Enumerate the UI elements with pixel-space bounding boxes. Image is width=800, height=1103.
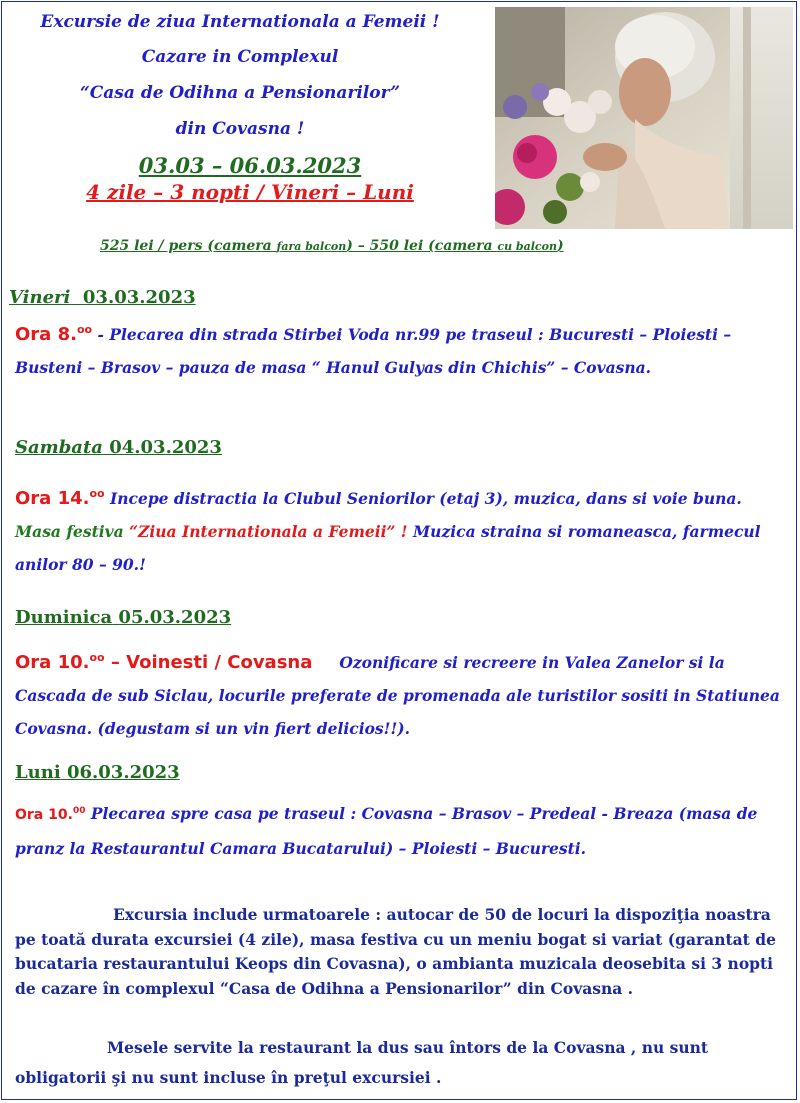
saturday-time: Ora 14.$^{oo}$ <box>15 487 105 509</box>
friday-text: - Plecarea din strada Stirbei Voda nr.99 pe traseul : Bucuresti – Ploiesti – Busteni – Brasov – pauza de masa “ Hanul Gulyas din Chichis” – Covasna. <box>15 325 732 377</box>
header-line-1: Excursie de ziua Internationala a Femeii ! <box>40 12 440 32</box>
saturday-text-4: Muzica straina si romaneasca, farmecul anilor 80 – 90.! <box>15 522 761 574</box>
sunday-time: Ora 10.$^{oo}$ – Voinesti / Covasna <box>15 651 313 673</box>
day-heading-saturday <box>15 437 222 458</box>
day-date-sunday: 05.03.2023 <box>118 607 232 628</box>
monday-program <box>15 795 790 865</box>
day-date-monday: 06.03.2023 <box>66 762 180 783</box>
saturday-program <box>15 477 790 581</box>
day-heading-sunday <box>15 607 231 628</box>
day-name-sunday: Duminica <box>15 607 113 628</box>
price-line <box>100 238 564 254</box>
day-heading-monday <box>15 762 180 783</box>
price-part-2: ) – 550 lei (camera <box>346 238 498 254</box>
price-part-1: 525 lei / pers (camera <box>100 238 277 254</box>
day-name-saturday: Sambata <box>15 437 103 458</box>
day-name-friday: Vineri <box>9 287 71 308</box>
day-name-monday: Luni <box>15 762 61 783</box>
trip-dates: 03.03 – 06.03.2023 <box>138 153 362 178</box>
header-line-4: din Covasna ! <box>175 119 305 139</box>
header-line-3: “Casa de Odihna a Pensionarilor” <box>79 83 400 103</box>
header-line-2: Cazare in Complexul <box>141 47 339 67</box>
price-part-3: ) <box>556 238 564 254</box>
day-heading-friday <box>9 287 196 308</box>
info-paragraph-includes: Excursia include urmatoarele : autocar de 50 de locuri la dispoziţia noastra pe toată durata excursiei (4 zile), masa festiva cu un meniu bogat si variat (garantat de bucataria restaurantului Keops din Covasna), o ambianta muzicala deosebita si 3 nopti de cazare în complexul “Casa de Odihna a Pensionarilor” din Covasna . <box>15 905 776 998</box>
sunday-program <box>15 641 790 745</box>
trip-duration: 4 zile – 3 nopti / Vineri – Luni <box>86 180 414 204</box>
photo-woman-with-flowers <box>495 7 793 229</box>
monday-time: Ora 10.00 <box>15 806 86 823</box>
monday-text: Plecarea spre casa pe traseul : Covasna – Brasov – Predeal - Breaza (masa de pranz la Restaurantul Camara Bucatarului) – Ploiesti – Bucuresti. <box>15 804 758 858</box>
price-with-balcony: cu balcon <box>497 240 557 253</box>
friday-time: Ora 8.$^{oo}$ <box>15 323 93 345</box>
info-paragraph-meals: Mesele servite la restaurant la dus sau întors de la Covasna , nu sunt obligatorii şi nu sunt incluse în preţul excursiei . <box>15 1038 709 1087</box>
friday-program <box>15 313 790 384</box>
day-date-saturday: 04.03.2023 <box>109 437 222 458</box>
saturday-festive-title: “Ziua Internationala a Femeii” ! <box>129 522 408 541</box>
photo-woman-with-flowers-icon <box>495 7 793 229</box>
price-no-balcony: fara balcon <box>276 240 347 253</box>
sunday-text: Ozonificare si recreere in Valea Zanelor si la Cascada de sub Siclau, locurile preferate de promenada ale turistilor sositi in Statiunea Covasna. (degustam si un vin fiert delicios!!). <box>15 653 780 738</box>
saturday-text-1: Incepe distractia la Clubul Seniorilor (etaj 3), muzica, dans si voie buna. <box>104 489 742 508</box>
saturday-text-2: Masa festiva <box>15 522 130 541</box>
day-date-friday: 03.03.2023 <box>82 287 196 308</box>
